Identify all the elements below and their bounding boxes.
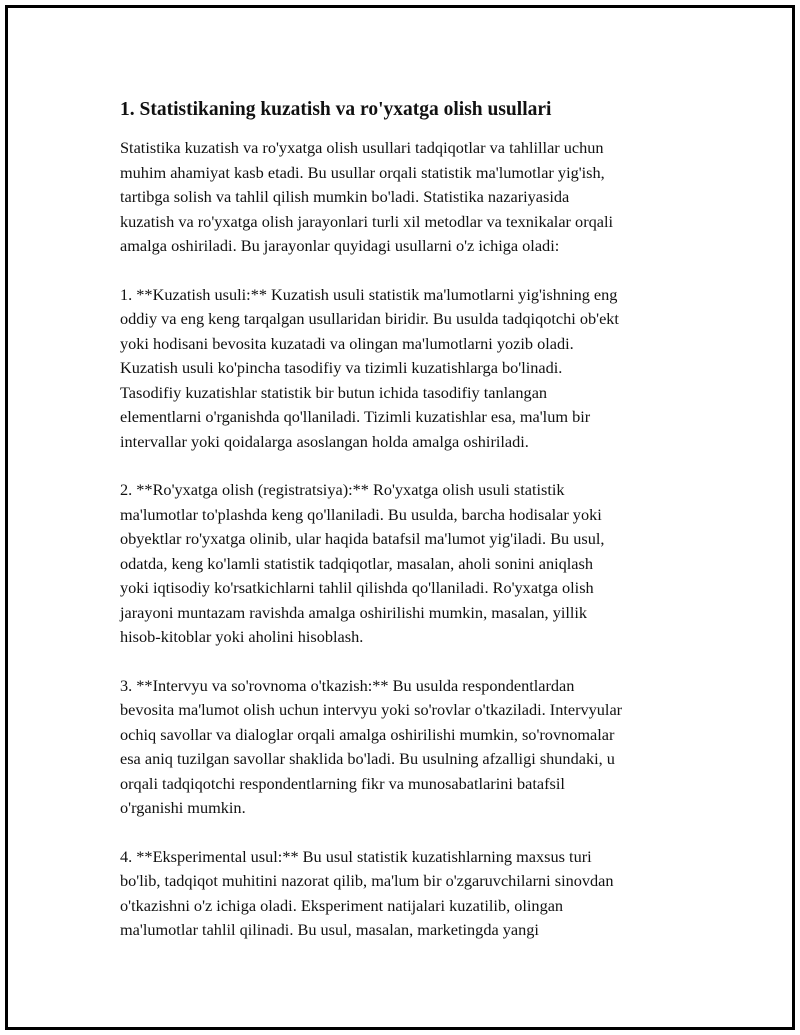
text-line: hisob-kitoblar yoki aholini hisoblash. — [120, 627, 364, 646]
text-line: elementlarni o'rganishda qo'llaniladi. Tizimli kuzatishlar esa, ma'lum bir — [120, 407, 591, 426]
paragraph-intro — [120, 136, 710, 259]
text-line: o'tkazishni o'z ichiga oladi. Eksperiment natijalari kuzatilib, olingan — [120, 895, 564, 915]
text-line: Statistika kuzatish va ro'yxatga olish usullari tadqiqotlar va tahlillar uchun — [120, 138, 604, 157]
text-line: muhim ahamiyat kasb etadi. Bu usullar orqali statistik ma'lumotlar yig'ish, — [120, 162, 605, 182]
text-line: Kuzatish usuli ko'pincha tasodifiy va tizimli kuzatishlarga bo'linadi. — [120, 358, 563, 377]
text-line: odatda, keng ko'lamli statistik tadqiqotlar, masalan, aholi sonini aniqlash — [120, 553, 593, 573]
text-line: oddiy va eng keng tarqalgan usullaridan biridir. Bu usulda tadqiqotchi ob'ekt — [120, 309, 619, 328]
text-line: tartibga solish va tahlil qilish mumkin bo'ladi. Statistika nazariyasida — [120, 187, 570, 206]
text-line: obyektlar ro'yxatga olinib, ular haqida batafsil ma'lumot yig'iladi. Bu usul, — [120, 529, 605, 548]
text-line: 2. **Ro'yxatga olish (registratsiya):** Ro'yxatga olish usuli statistik — [120, 480, 565, 499]
text-line: yoki iqtisodiy ko'rsatkichlarni tahlil qilishda qo'llaniladi. Ro'yxatga olish — [120, 578, 594, 597]
text-line: intervallar yoki qoidalarga asoslangan holda amalga oshiriladi. — [120, 431, 529, 451]
text-line: 1. **Kuzatish usuli:** Kuzatish usuli statistik ma'lumotlarni yig'ishning eng — [120, 284, 618, 304]
paragraph-kuzatish-usuli — [120, 283, 710, 455]
text-line: esa aniq tuzilgan savollar shaklida bo'ladi. Bu usulning afzalligi shundaki, u — [120, 749, 615, 768]
document-body — [120, 96, 710, 967]
section-heading: 1. Statistikaning kuzatish va ro'yxatga olish usullari — [120, 99, 552, 120]
paragraph-intervyu — [120, 674, 710, 821]
text-line: ma'lumotlar tahlil qilinadi. Bu usul, masalan, marketingda yangi — [120, 920, 539, 939]
paragraph-royxatga-olish — [120, 478, 710, 650]
text-line: ma'lumotlar to'plashda keng qo'llaniladi. Bu usulda, barcha hodisalar yoki — [120, 504, 602, 524]
text-line: yoki hodisani bevosita kuzatadi va olingan ma'lumotlarni yozib oladi. — [120, 333, 574, 353]
text-line: ochiq savollar va dialoglar orqali amalga oshirilishi mumkin, so'rovnomalar — [120, 724, 615, 744]
text-line: Tasodifiy kuzatishlar statistik bir butun ichida tasodifiy tanlangan — [120, 382, 548, 402]
document-page — [5, 5, 795, 1030]
paragraph-eksperimental — [120, 845, 710, 943]
text-line: 4. **Eksperimental usul:** Bu usul statistik kuzatishlarning maxsus turi — [120, 846, 592, 866]
text-line: amalga oshiriladi. Bu jarayonlar quyidagi usullarni o'z ichiga oladi: — [120, 236, 560, 255]
text-line: jarayoni muntazam ravishda amalga oshirilishi mumkin, masalan, yillik — [120, 602, 588, 622]
text-line: o'rganishi mumkin. — [120, 798, 246, 817]
text-line: kuzatish va ro'yxatga olish jarayonlari turli xil metodlar va texnikalar orqali — [120, 211, 614, 231]
text-line: orqali tadqiqotchi respondentlarning fikr va munosabatlarini batafsil — [120, 773, 565, 793]
text-line: bevosita ma'lumot olish uchun intervyu yoki so'rovlar o'tkaziladi. Intervyular — [120, 700, 623, 719]
text-line: bo'lib, tadqiqot muhitini nazorat qilib, ma'lum bir o'zgaruvchilarni sinovdan — [120, 871, 614, 890]
text-line: 3. **Intervyu va so'rovnoma o'tkazish:** Bu usulda respondentlardan — [120, 675, 575, 695]
